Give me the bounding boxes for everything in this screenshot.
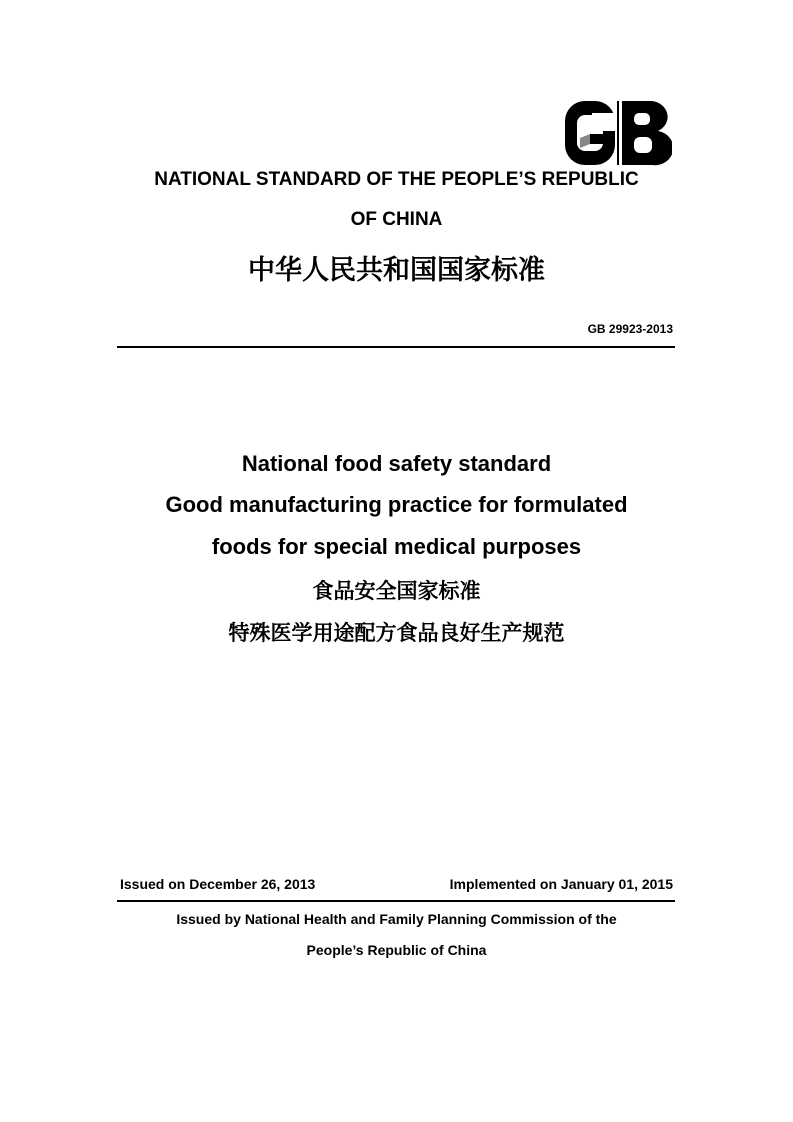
header-line-2: OF CHINA <box>350 209 443 230</box>
title-en-1: National food safety standard <box>241 451 552 476</box>
header-line-1: NATIONAL STANDARD OF THE PEOPLE’S REPUBLIC <box>154 169 639 190</box>
header-divider <box>117 346 675 348</box>
standard-code: GB 29923-2013 <box>587 322 673 336</box>
footer-divider <box>117 900 675 902</box>
title-en-2: Good manufacturing practice for formulated <box>165 492 628 517</box>
header-chinese: 中华人民共和国国家标准 <box>248 255 545 285</box>
issuer-line-1: Issued by National Health and Family Planning Commission of the <box>176 911 617 927</box>
implemented-date: Implemented on January 01, 2015 <box>449 876 673 892</box>
title-en-3: foods for special medical purposes <box>211 534 582 559</box>
issuer-line-2: People’s Republic of China <box>306 942 487 958</box>
issued-date: Issued on December 26, 2013 <box>120 876 316 892</box>
title-zh-1: 食品安全国家标准 <box>312 580 481 603</box>
title-zh-2: 特殊医学用途配方食品良好生产规范 <box>228 622 565 645</box>
gb-logo <box>562 98 672 168</box>
